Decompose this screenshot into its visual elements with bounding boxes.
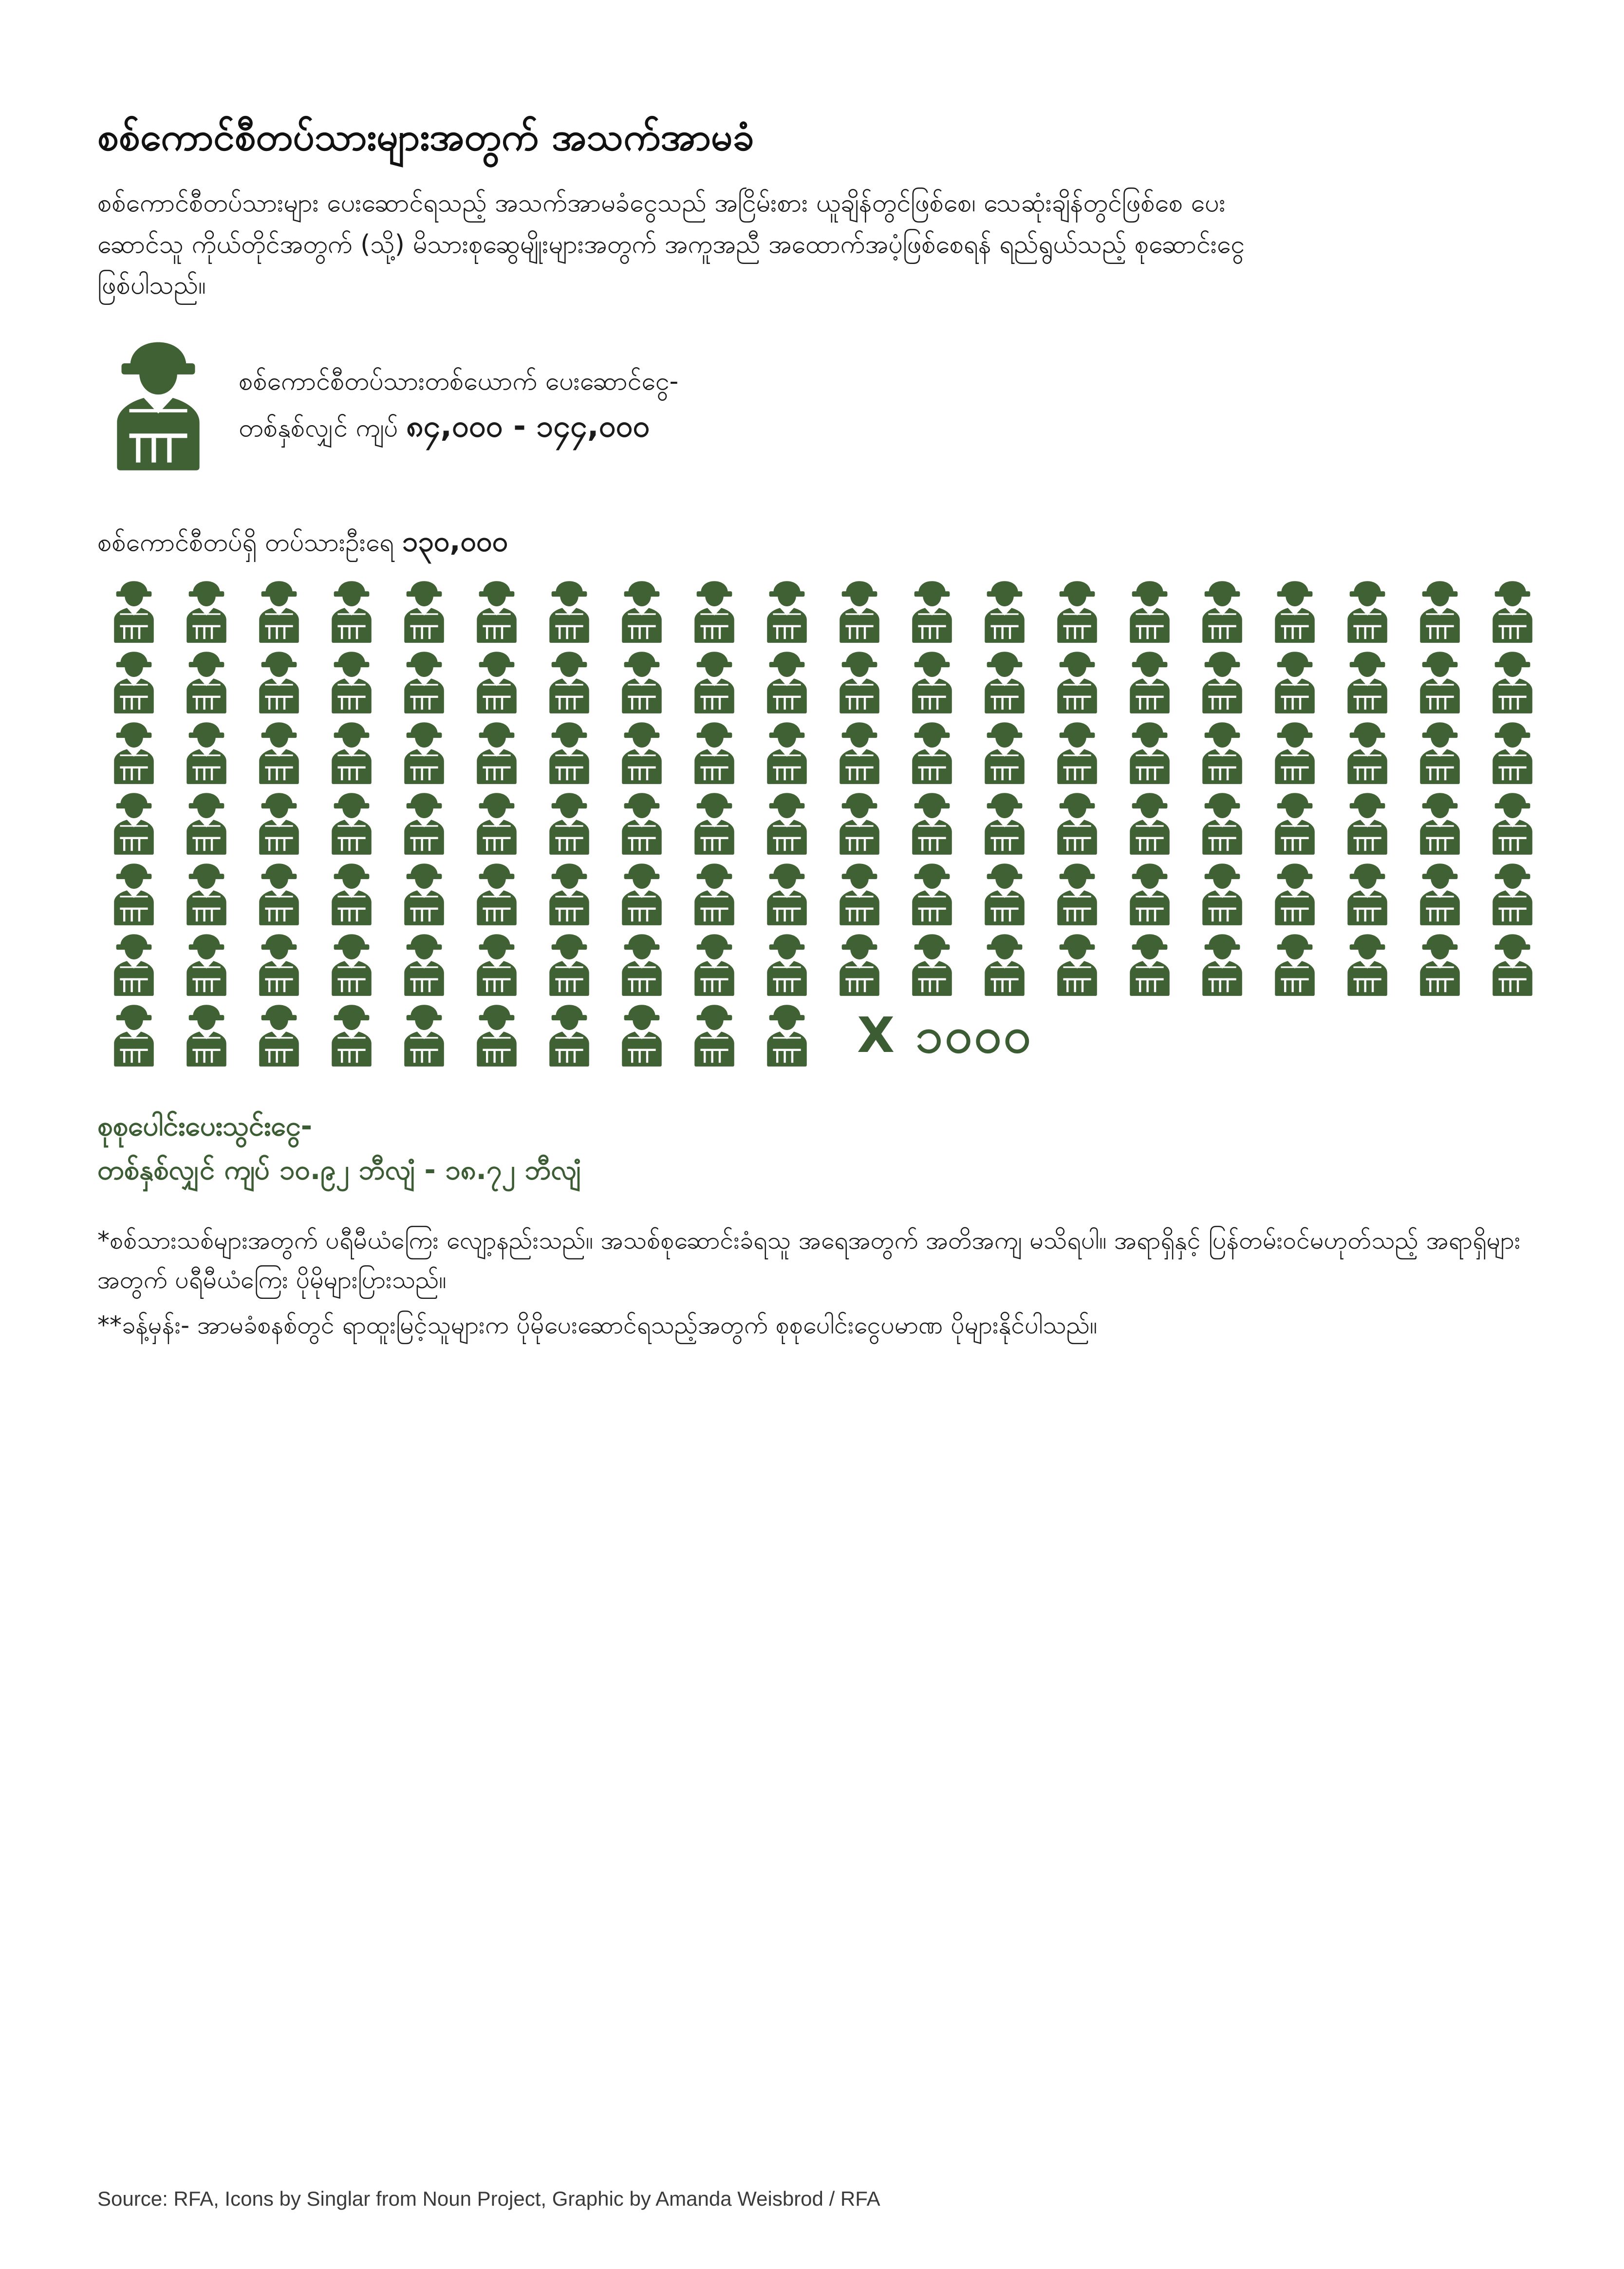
premium-line-1: စစ်ကောင်စီတပ်သားတစ်ယောက် ပေးဆောင်ငွေ- bbox=[239, 366, 679, 396]
pictogram-icon-soldier bbox=[315, 717, 388, 788]
pictogram-icon-soldier bbox=[1186, 929, 1258, 1000]
total-line-2: တစ်နှစ်လျှင် ကျပ် ၁၀.၉၂ ဘီလျံ - ၁၈.၇၂ ဘီလျံ bbox=[97, 1154, 581, 1186]
pictogram-icon-soldier bbox=[243, 647, 315, 717]
premium-text bbox=[239, 361, 678, 450]
pictogram-icon-soldier bbox=[97, 1000, 170, 1070]
pictogram-icon-soldier bbox=[315, 929, 388, 1000]
pictogram-last-row bbox=[97, 1000, 1527, 1070]
pictogram-icon-soldier bbox=[750, 929, 823, 1000]
premium-amount: ၈၄,၀၀၀ - ၁၄၄,၀၀၀ bbox=[406, 408, 650, 444]
pictogram-icon-soldier bbox=[1258, 929, 1331, 1000]
pictogram-icon-soldier bbox=[1258, 647, 1331, 717]
pictogram-icon-soldier bbox=[1403, 576, 1476, 647]
pictogram-icon-soldier bbox=[97, 647, 170, 717]
pictogram-icon-soldier bbox=[243, 576, 315, 647]
pictogram-icon-soldier bbox=[678, 576, 750, 647]
pictogram-icon-soldier bbox=[1403, 647, 1476, 717]
pictogram-icon-soldier bbox=[1403, 788, 1476, 859]
pictogram-icon-soldier bbox=[170, 859, 243, 929]
pictogram-icon-soldier bbox=[97, 859, 170, 929]
pictogram-icon-soldier bbox=[605, 859, 678, 929]
pictogram-icon-soldier bbox=[533, 929, 605, 1000]
pictogram-icon-soldier bbox=[1403, 859, 1476, 929]
pictogram-icon-soldier bbox=[678, 717, 750, 788]
premium-block bbox=[97, 335, 1527, 476]
pictogram-icon-soldier bbox=[750, 717, 823, 788]
pictogram-icon-soldier bbox=[460, 859, 533, 929]
pictogram-icon-soldier bbox=[1476, 647, 1549, 717]
pictogram-icon-soldier bbox=[170, 1000, 243, 1070]
pictogram-icon-soldier bbox=[1186, 859, 1258, 929]
pictogram-icon-soldier bbox=[170, 647, 243, 717]
pictogram-icon-soldier bbox=[315, 788, 388, 859]
pictogram-icon-soldier bbox=[1476, 788, 1549, 859]
pictogram-icon-soldier bbox=[1258, 576, 1331, 647]
footnote-2: **ခန့်မှန်း- အာမခံစနစ်တွင် ရာထူးမြင့်သူများက ပိုမိုပေးဆောင်ရသည့်အတွက် စုစုပေါင်းငွေပမာဏ ပိုများနိုင်ပါသည်။ bbox=[97, 1311, 1098, 1340]
pictogram-icon-soldier bbox=[315, 1000, 388, 1070]
pictogram-icon-soldier bbox=[750, 859, 823, 929]
pictogram-icon-soldier bbox=[1476, 929, 1549, 1000]
pictogram-icon-soldier bbox=[823, 788, 896, 859]
pictogram-icon-soldier bbox=[315, 647, 388, 717]
pictogram-icon-soldier bbox=[968, 788, 1041, 859]
pictogram-icon-soldier bbox=[823, 859, 896, 929]
pictogram-icon-soldier bbox=[315, 859, 388, 929]
pictogram-icon-soldier bbox=[605, 1000, 678, 1070]
footnote-1: *စစ်သားသစ်များအတွက် ပရီမီယံကြေး လျော့နည်းသည်။ အသစ်စုဆောင်းခံရသူ အရေအတွက် အတိအကျ မသိရပါ။ အရာရှိနှင့် ပြန်တမ်းဝင်မဟုတ်သည့် အရာရှိများအတွက် ပရီမီယံကြေး ပိုမိုများပြားသည်။ bbox=[97, 1226, 1521, 1294]
pictogram-icon-soldier bbox=[97, 576, 170, 647]
pictogram-icon-soldier bbox=[750, 1000, 823, 1070]
source-credit: Source: RFA, Icons by Singlar from Noun Project, Graphic by Amanda Weisbrod / RFA bbox=[97, 2187, 880, 2210]
pictogram-icon-soldier bbox=[1186, 788, 1258, 859]
pictogram-icon-soldier bbox=[1476, 859, 1549, 929]
pictogram-icon-soldier bbox=[1403, 929, 1476, 1000]
pictogram-icon-soldier bbox=[968, 717, 1041, 788]
pictogram-icon-soldier bbox=[388, 717, 460, 788]
pictogram-icon-soldier bbox=[388, 576, 460, 647]
pictogram-icon-soldier bbox=[1113, 717, 1186, 788]
pictogram-icon-soldier bbox=[388, 1000, 460, 1070]
pictogram-icon-soldier bbox=[896, 647, 968, 717]
pictogram-icon-soldier bbox=[678, 647, 750, 717]
pictogram-icon-soldier bbox=[750, 647, 823, 717]
pictogram-icon-soldier bbox=[823, 576, 896, 647]
pictogram-icon-soldier bbox=[460, 788, 533, 859]
pictogram-icon-soldier bbox=[170, 717, 243, 788]
pictogram-icon-soldier bbox=[243, 788, 315, 859]
pictogram-icon-soldier bbox=[1258, 717, 1331, 788]
pictogram-icon-soldier bbox=[533, 576, 605, 647]
pictogram-icon-soldier bbox=[533, 788, 605, 859]
pictogram-icon-soldier bbox=[1476, 576, 1549, 647]
pictogram-icon-soldier bbox=[170, 788, 243, 859]
pictogram-icon-soldier bbox=[388, 929, 460, 1000]
pictogram-icon-soldier bbox=[533, 859, 605, 929]
pictogram-icon-soldier bbox=[243, 1000, 315, 1070]
multiplier-label: X ၁၀၀၀ bbox=[857, 1006, 1033, 1064]
pictogram-icon-soldier bbox=[678, 788, 750, 859]
pictogram-icon-soldier bbox=[1476, 717, 1549, 788]
pictogram-icon-soldier bbox=[1113, 859, 1186, 929]
pictogram-icon-soldier bbox=[896, 717, 968, 788]
troops-label bbox=[97, 520, 1527, 563]
pictogram-icon-soldier bbox=[605, 576, 678, 647]
intro-paragraph: စစ်ကောင်စီတပ်သားများ ပေးဆောင်ရသည့် အသက်အာမခံငွေသည် အငြိမ်းစား ယူချိန်တွင်ဖြစ်စေ၊ သေဆုံးချိန်တွင်ဖြစ်စေ ပေးဆောင်သူ ကိုယ်တိုင်အတွက် (သို့) မိသားစုဆွေမျိုးများအတွက် အကူအညီ အထောက်အပံ့ဖြစ်စေရန် ရည်ရွယ်သည့် စုဆောင်းငွေ ဖြစ်ပါသည်။ bbox=[97, 188, 1245, 300]
pictogram-icon-soldier bbox=[1041, 647, 1113, 717]
pictogram-icon-soldier bbox=[823, 929, 896, 1000]
pictogram-icon-soldier bbox=[968, 929, 1041, 1000]
pictogram-icon-soldier bbox=[1331, 647, 1403, 717]
pictogram-icon-soldier bbox=[533, 717, 605, 788]
troops-label-prefix: စစ်ကောင်စီတပ်ရှိ တပ်သားဦးရေ bbox=[97, 528, 402, 557]
pictogram-icon-soldier bbox=[1186, 717, 1258, 788]
pictogram-icon-soldier bbox=[1113, 647, 1186, 717]
pictogram-icon-soldier bbox=[896, 929, 968, 1000]
pictogram-icon-soldier bbox=[678, 929, 750, 1000]
pictogram-icon-soldier bbox=[823, 647, 896, 717]
page-title: စစ်ကောင်စီတပ်သားများအတွက် အသက်အာမခံ bbox=[97, 115, 754, 159]
pictogram-icon-soldier bbox=[1186, 647, 1258, 717]
pictogram-icon-soldier bbox=[1186, 576, 1258, 647]
pictogram-icon-soldier bbox=[750, 788, 823, 859]
pictogram-icon-soldier bbox=[1258, 788, 1331, 859]
pictogram-icon-soldier bbox=[170, 929, 243, 1000]
pictogram-icon-soldier bbox=[97, 788, 170, 859]
pictogram-icon-soldier bbox=[1331, 717, 1403, 788]
pictogram-icon-soldier bbox=[1331, 859, 1403, 929]
pictogram-icon-soldier bbox=[1041, 929, 1113, 1000]
pictogram-icon-soldier bbox=[968, 576, 1041, 647]
pictogram-icon-soldier bbox=[1331, 788, 1403, 859]
pictogram-icon-soldier bbox=[460, 1000, 533, 1070]
pictogram-icon-soldier bbox=[750, 576, 823, 647]
pictogram-icon-soldier bbox=[896, 859, 968, 929]
pictogram-icon-soldier bbox=[388, 647, 460, 717]
soldier-icon bbox=[97, 335, 219, 476]
pictogram-icon-soldier bbox=[243, 717, 315, 788]
pictogram-icon-soldier bbox=[460, 647, 533, 717]
pictogram-icon-soldier bbox=[170, 576, 243, 647]
premium-line-2-prefix: တစ်နှစ်လျှင် ကျပ် bbox=[239, 413, 407, 443]
pictogram-icon-soldier bbox=[460, 929, 533, 1000]
pictogram-icon-soldier bbox=[896, 788, 968, 859]
pictogram-icon-soldier bbox=[97, 717, 170, 788]
pictogram-icon-soldier bbox=[605, 717, 678, 788]
pictogram-icon-soldier bbox=[1113, 576, 1186, 647]
premium-line-2 bbox=[239, 402, 678, 450]
pictogram-icon-soldier bbox=[1041, 576, 1113, 647]
pictogram-icon-soldier bbox=[460, 717, 533, 788]
pictogram-icon-soldier bbox=[605, 929, 678, 1000]
pictogram-icon-soldier bbox=[1403, 717, 1476, 788]
pictogram-icon-soldier bbox=[243, 929, 315, 1000]
pictogram-icon-soldier bbox=[1041, 717, 1113, 788]
pictogram-icon-soldier bbox=[388, 859, 460, 929]
pictogram-icon-soldier bbox=[968, 859, 1041, 929]
pictogram-icon-soldier bbox=[1331, 929, 1403, 1000]
pictogram-grid bbox=[97, 576, 1553, 1000]
pictogram-icon-soldier bbox=[315, 576, 388, 647]
pictogram-icon-soldier bbox=[533, 1000, 605, 1070]
pictogram-grid-remainder bbox=[97, 1000, 823, 1070]
pictogram-icon-soldier bbox=[823, 717, 896, 788]
pictogram-icon-soldier bbox=[896, 576, 968, 647]
total-block bbox=[97, 1105, 1527, 1192]
pictogram-icon-soldier bbox=[605, 647, 678, 717]
footnotes bbox=[97, 1221, 1524, 1345]
troops-count: ၁၃၀,၀၀၀ bbox=[402, 525, 508, 558]
pictogram-icon-soldier bbox=[678, 1000, 750, 1070]
pictogram-icon-soldier bbox=[533, 647, 605, 717]
pictogram-icon-soldier bbox=[243, 859, 315, 929]
pictogram-icon-soldier bbox=[678, 859, 750, 929]
pictogram-icon-soldier bbox=[97, 929, 170, 1000]
pictogram-icon-soldier bbox=[1258, 859, 1331, 929]
pictogram-icon-soldier bbox=[605, 788, 678, 859]
total-line-1: စုစုပေါင်းပေးသွင်းငွေ- bbox=[97, 1110, 312, 1142]
pictogram-icon-soldier bbox=[1331, 576, 1403, 647]
pictogram-icon-soldier bbox=[1041, 859, 1113, 929]
pictogram-icon-soldier bbox=[1041, 788, 1113, 859]
pictogram-icon-soldier bbox=[968, 647, 1041, 717]
pictogram-icon-soldier bbox=[1113, 788, 1186, 859]
pictogram-icon-soldier bbox=[1113, 929, 1186, 1000]
pictogram-icon-soldier bbox=[460, 576, 533, 647]
pictogram-icon-soldier bbox=[388, 788, 460, 859]
